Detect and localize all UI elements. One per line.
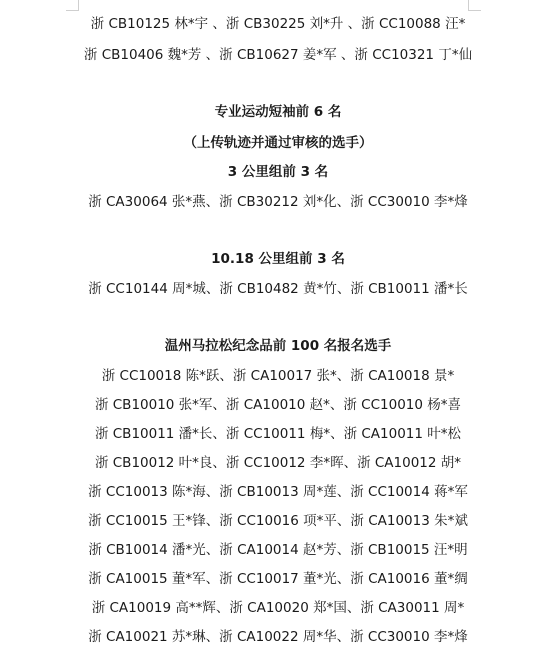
- winner-line: 浙 CB10406 魏*芳 、浙 CB10627 姜*军 、浙 CC10321 丁*仙: [83, 47, 473, 63]
- winner-line: 浙 CC10018 陈*跃、浙 CA10017 张*、浙 CA10018 景*: [101, 368, 455, 384]
- winner-line: 浙 CC10144 周*城、浙 CB10482 黄*竹、浙 CB10011 潘*长: [88, 281, 468, 297]
- winner-line: 浙 CB10014 潘*光、浙 CA10014 赵*芳、浙 CB10015 汪*明: [88, 542, 468, 558]
- winner-line: 浙 CB10125 林*宇 、浙 CB30225 刘*升 、浙 CC10088 汪*: [90, 16, 466, 32]
- margin-corner-mark-left: [66, 0, 79, 11]
- winner-line: 浙 CC10013 陈*海、浙 CB10013 周*莲、浙 CC10014 蒋*军: [88, 484, 468, 500]
- winner-line: 浙 CB10011 潘*长、浙 CC10011 梅*、浙 CA10011 叶*松: [94, 426, 462, 442]
- group-title-3km: 3 公里组前 3 名: [227, 164, 329, 180]
- winner-line: 浙 CA10015 董*军、浙 CC10017 董*光、浙 CA10016 董*绸: [88, 571, 468, 587]
- winner-line: 浙 CA30064 张*燕、浙 CB30212 刘*化、浙 CC30010 李*烽: [88, 194, 468, 210]
- section-title-memorial: 温州马拉松纪念品前 100 名报名选手: [164, 338, 392, 354]
- winner-line: 浙 CB10012 叶*良、浙 CC10012 李*晖、浙 CA10012 胡*: [94, 455, 462, 471]
- section-subtitle: （上传轨迹并通过审核的选手）: [183, 135, 373, 151]
- group-title-1018km: 10.18 公里组前 3 名: [211, 251, 345, 267]
- winner-line: 浙 CC10015 王*锋、浙 CC10016 项*平、浙 CA10013 朱*斌: [88, 513, 468, 529]
- winner-line: 浙 CA10021 苏*琳、浙 CA10022 周*华、浙 CC30010 李*烽: [88, 629, 468, 645]
- winner-line: 浙 CA10019 高**辉、浙 CA10020 郑*国、浙 CA30011 周*: [91, 600, 465, 616]
- margin-corner-mark-right: [468, 0, 481, 11]
- winner-line: 浙 CB10010 张*军、浙 CA10010 赵*、浙 CC10010 杨*喜: [94, 397, 462, 413]
- section-title-sleeve: 专业运动短袖前 6 名: [214, 104, 342, 120]
